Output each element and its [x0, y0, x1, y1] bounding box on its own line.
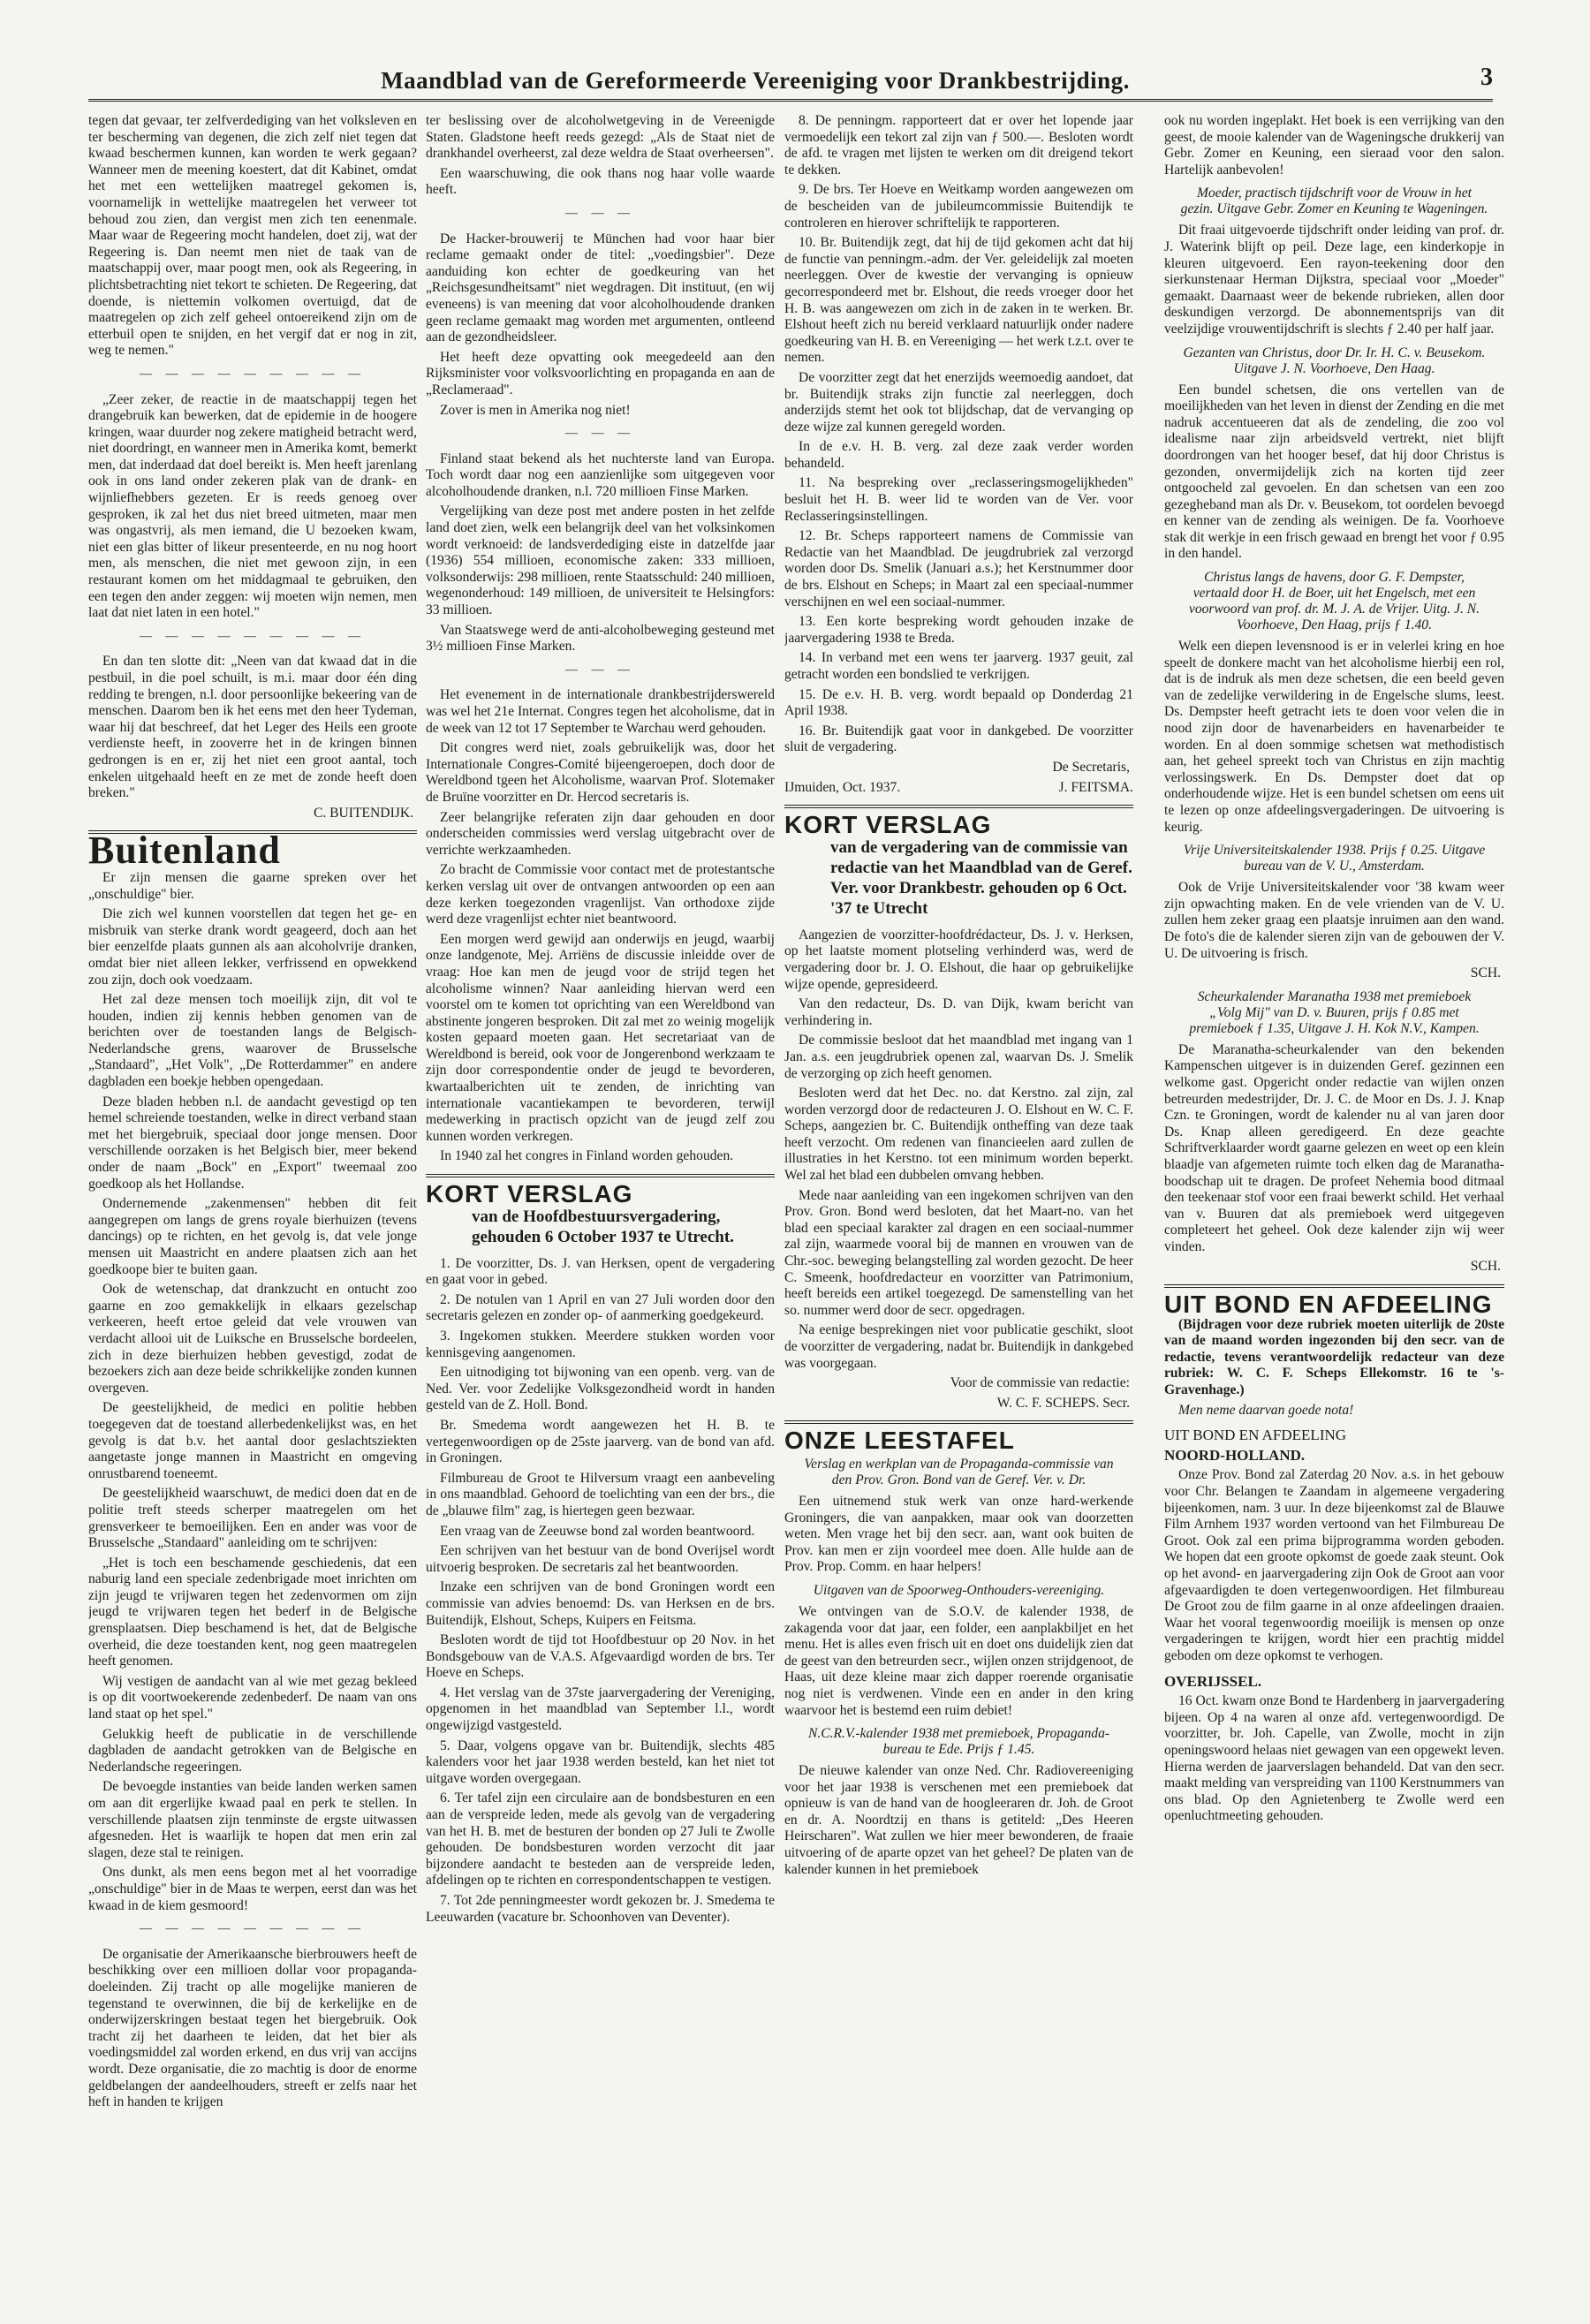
paragraph: Br. Smedema wordt aangewezen het H. B. te vertegenwoordigen op de 25ste jaarverg. van de bond van afd. in Groningen.: [426, 1417, 775, 1466]
list-item: 4. Het verslag van de 37ste jaarvergadering der Vereniging, opgenomen in het maandblad van September l.l., wordt ongewijzigd vastgesteld.: [426, 1684, 775, 1734]
paragraph: Wij vestigen de aandacht van al wie met gezag bekleed is op dit voortwoekerende zedenbederf. De naam van ons land staat op het spel.": [88, 1673, 417, 1722]
paragraph: Filmbureau de Groot te Hilversum vraagt een aanbeveling in ons maandblad. Gehoord de toelichting van een der brs., die de „blauwe film" zag, is hiertegen geen bezwaar.: [426, 1470, 775, 1518]
paragraph: Mede naar aanleiding van een ingekomen schrijven van den Prov. Gron. Bond werd besloten, dat het Maart-no. van het blad een speciaal karakter zal dragen en een sociaal-nummer zal zijn, waarmede vooral bij de mannen en vrouwen van de Chr.-soc. beweging belangstelling zal worden gezocht. De heer C. Smeenk, hoofdredacteur en voorzitter van Patrimonium, heeft bereids een artikel toegezegd. De samenstelling van het so. nummer werd door de secr. opgedragen.: [784, 1187, 1133, 1318]
review-title: Uitgaven van de Spoorweg-Onthouders-vereeniging.: [813, 1582, 1105, 1598]
subsection-title: UIT BOND EN AFDEELING: [1164, 1427, 1347, 1444]
signature-row: [784, 780, 1133, 797]
column-1: [88, 113, 417, 2271]
paragraph: Een vraag van de Zeeuwse bond zal worden beantwoord.: [440, 1523, 755, 1539]
divider: [1164, 1284, 1504, 1288]
secretary-label: De Secretaris,: [1052, 759, 1130, 775]
paragraph: Ons dunkt, als men eens begon met al het voorradige „onschuldige" bier in de Maas te werpen, eerst dan was het kwaad in de kiem gesmoord!: [88, 1865, 417, 1913]
paragraph: Zover is men in Amerika nog niet!: [440, 402, 631, 418]
list-item: 16. Br. Buitendijk gaat voor in dankgebed. De voorzitter sluit de vergadering.: [784, 723, 1133, 755]
signature: SCH.: [1470, 965, 1501, 981]
paragraph: Besloten wordt de tijd tot Hoofdbestuur op 20 Nov. in het Bondsgebouw van de V.A.S. Afgevaardigd worden de brs. Ter Hoeve en Scheps.: [426, 1632, 775, 1681]
paragraph: We ontvingen van de S.O.V. de kalender 1938, de zakagenda voor dat jaar, een folder, een aanplakbiljet en het menu. Het is alles even frisch uit en doet ons duidelijk zien dat de geest van den betreurden secr., wijlen onzen strijdgenoot, de Haas, uit deze kleine maar zich dapper roerende organisatie nog niet is verdwenen. Vinde een en ander in den kring waarvoor het is bestemd een ruim debiet!: [784, 1603, 1133, 1718]
paragraph: De Maranatha-scheurkalender van den bekenden Kampenschen uitgever is in duizenden Geref. gezinnen een welkome gast. Opgericht onder redactie van wijlen onzen betreurden medestrijder, Dr. J. C. de Moor en Ds. J. J. Knap Czn. te Groningen, wordt de kalender nu al van jaren door Ds. Knap alleen geredigeerd. En deze geachte Schriftverklaarder wordt gaarne gelezen en weet op een klein blaadje van afgemeten ruimte toch elken dag de Maranatha-boodschap uit te dragen. De profeet Nehemia bood ditmaal den teekenaar stof voor een fraai bewerkt schild. Het verhaal van v. Buuren dat als premieboek werd uitgegeven completeert het geheel. Ook deze kalender zijn wij weer vinden.: [1164, 1041, 1504, 1254]
list-item: 12. Br. Scheps rapporteert namens de Commissie van Redactie van het Maandblad. De jeugdrubriek zal verzorgd worden door Ds. Smelik (Januari a.s.); het Kerstnummer door de brs. Elshout en Scheps; in Maart zal een speciaal-nummer verschijnen en wel een sociaal-nummer.: [784, 528, 1133, 609]
divider: [784, 805, 1133, 808]
masthead: Maandblad van de Gereformeerde Vereeniging voor Drankbestrijding.: [381, 67, 1130, 94]
paragraph: Finland staat bekend als het nuchterste land van Europa. Toch wordt daar nog een aanzienlijke som uitgegeven voor alcoholhoudende dranken, n.l. 720 millioen Finse Marken.: [426, 450, 775, 499]
signature: SCH.: [1470, 1259, 1501, 1275]
paragraph: Gelukkig heeft de publicatie in de verschillende dagbladen de aandacht getrokken van de Belgische en Nederlandsche regeeringen.: [88, 1726, 417, 1775]
list-item: 13. Een korte bespreking wordt gehouden inzake de jaarvergadering 1938 te Breda.: [784, 614, 1133, 646]
paragraph: Zeer belangrijke referaten zijn daar gehouden en door onderscheiden commissies werd verslag uitgebracht over de verrichte werkzaamheden.: [426, 809, 775, 858]
divider: [426, 1174, 775, 1177]
section-title-kort-verslag-2: KORT VERSLAG: [784, 811, 992, 839]
paragraph: 16 Oct. kwam onze Bond te Hardenberg in jaarvergadering bijeen. Op 4 na waren al onze afd. vertegenwoordigd. De voorzitter, br. Joh. Capelle, van Zwolle, mocht in zijn openingswoord helaas niet gewagen van een opgewekt leven. Hierna werden de jaarverslagen behandeld. Dat van den secr. maakt melding van verspreiding van 1100 Kerstnummers van ons blad. Op den Agnietenberg te Zwolle werd een openluchtmeeting gehouden.: [1164, 1693, 1504, 1824]
list-item: 7. Tot 2de penningmeester wordt gekozen br. J. Smedema te Leeuwarden (vacature br. Schoonhoven van Deventer).: [426, 1893, 775, 1925]
page-header: [88, 64, 1493, 99]
list-item: 8. De penningm. rapporteert dat er over het lopende jaar vermoedelijk een tekort zal zijn van ƒ 500.—. Besloten wordt de afd. te vragen met lijsten te werken om dit dreigend tekort te dekken.: [784, 113, 1133, 178]
paragraph: ook nu worden ingeplakt. Het boek is een verrijking van den geest, de mooie kalender van de Wageningsche drukkerij van Gebr. Zomer en Keuning, een sieraad voor den salon. Hartelijk aanbevolen!: [1164, 113, 1504, 178]
paragraph: Vergelijking van deze post met andere posten in het zelfde land doet zien, welk een belangrijk deel van het volksinkomen wordt verknoeid: de landsverdediging eiste in datzelfde jaar (1936) 554 millioen, economische zaken: 333 millioen, volksonderwijs: 298 millioen, rente Staatsschuld: 240 millioen, wegenonderhoud: 149 millioen, de universiteit te Helsingfors: 33 millioen.: [426, 503, 775, 618]
paragraph: Dit fraai uitgevoerde tijdschrift onder leiding van prof. dr. J. Waterink blijft op peil. Deze lage, een kinderkopje in kleuren uitgevoerd. Een rayon-teekening door den sierkunstenaar Herman Dijkstra, speciaal voor „Moeder" gemaakt. Daarnaast weer de bekende rubrieken, allen door deskundigen verzorgd. De abonnementsprijs van dit veelzijdige vrouwentijdschrift is slechts ƒ 2.40 per half jaar.: [1164, 223, 1504, 337]
paragraph: Een waarschuwing, die ook thans nog haar volle waarde heeft.: [426, 165, 775, 198]
review-title: N.C.R.V.-kalender 1938 met premieboek, Propaganda-bureau te Ede. Prijs ƒ 1.45.: [807, 1726, 1110, 1758]
signature: C. BUITENDIJK.: [313, 805, 413, 821]
paragraph: Dit congres werd niet, zoals gebruikelijk was, door het Internationale Congres-Comité bijeengeroepen, doch door de Wereldbond tgeen het Alcoholisme, waarvan Prof. Slotemaker de Bruïne voorzitter en Dr. Hercod secretaris is.: [426, 740, 775, 805]
section-separator: — — — — — — — — —: [140, 1922, 366, 1936]
section-separator: — — — — — — — — —: [140, 629, 366, 643]
column-2: [426, 113, 775, 2271]
paragraph: Het evenement in de internationale drankbestrijderswereld was wel het 21e Internat. Congres tegen het alcoholisme, dat in de week van 12 tot 17 September te Warchau werd gehouden.: [426, 687, 775, 736]
review-title: Moeder, practisch tijdschrift voor de Vrouw in het gezin. Uitgave Gebr. Zomer en Keuning te Wageningen.: [1180, 185, 1488, 217]
section-subtitle: van de Hoofdbestuursvergadering, gehouden 6 October 1937 te Utrecht.: [472, 1207, 734, 1246]
paragraph: De geestelijkheid, de medici en politie hebben toegegeven dat de toestand allerbedenkelijkst was, en het gevolg is dat b.v. het aantal door geslachtsziekten aangetaste jonge mannen in Maastricht en omgeving onrustbarend toeneemt.: [88, 1400, 417, 1481]
page-number: 3: [1480, 64, 1493, 91]
list-item: 5. Daar, volgens opgave van br. Buitendijk, slechts 485 kalenders voor het jaar 1938 werden besteld, kan het niet tot uitgave worden overgegaan.: [426, 1737, 775, 1786]
place-date: IJmuiden, Oct. 1937.: [784, 779, 901, 795]
paragraph: Er zijn mensen die gaarne spreken over het „onschuldige" bier.: [88, 869, 417, 902]
divider: [784, 1420, 1133, 1424]
column-4: [1164, 113, 1504, 2271]
paragraph: Ook de Vrije Universiteitskalender voor '38 kwam weer zijn opwachting maken. En de vele vrienden van de V. U. zullen hem zeker graag een plaatsje inruimen aan den wand. De foto's die de kalender sieren zijn van de gebouwen der V. U. De uitvoering is frisch.: [1164, 880, 1504, 961]
review-title: Scheurkalender Maranatha 1938 met premieboek „Volg Mij" van D. v. Buuren, prijs ƒ 0.85 met premieboek ƒ 1.35, Uitgave J. H. Kok N.V., Kampen.: [1189, 988, 1480, 1036]
section-separator: — — —: [565, 662, 635, 677]
section-separator: — — — — — — — — —: [140, 367, 366, 381]
section-title-kort-verslag: KORT VERSLAG: [426, 1180, 633, 1208]
paragraph: De geestelijkheid waarschuwt, de medici doen dat en de politie treft steeds scherper maatregelen om het grensverkeer te bemoeilijken. Een en ander was voor de Brusselsche „Standaard" aanleiding om te schrijven:: [88, 1486, 417, 1551]
list-item: 15. De e.v. H. B. verg. wordt bepaald op Donderdag 21 April 1938.: [784, 686, 1133, 719]
paragraph: Een morgen werd gewijd aan onderwijs en jeugd, waarbij onze landgenote, Mej. Arriëns de discussie inleidde over de vraag: Hoe kan men de jeugd voor de strijd tegen het alcoholisme winnen? Naar aanleiding hiervan werd een voorstel om te komen tot oprichting van een Wereldbond van abstinente jongeren besproken. Dit zal met zo weinig mogelijk kosten gepaard moeten gaan. Het secretariaat van de Wereldbond is bereid, ook voor de Jongerenbond werkzaam te zijn door correspondentie onder de jeugd te bevorderen, kwartaalberichten uit te zenden, de inrichting van internationale vacantiekampen te bevorderen, terwijl medewerking in practisch opzicht van de jeugd zelf zou kunnen worden verkregen.: [426, 931, 775, 1144]
section-subtitle: van de vergadering van de commissie van redactie van het Maandblad van de Geref. Ver. voor Drankbestr. gehouden op 6 Oct. '37 te Utrecht: [830, 837, 1132, 918]
paragraph: Besloten werd dat het Dec. no. dat Kerstno. zal zijn, zal worden verzorgd door de redacteuren J. O. Elshout en W. C. F. Scheps, aangezien br. C. Buitendijk ontheffing van deze taak heeft verzocht. Om redenen van financieelen aard zullen de illustraties in het Kerstno. tot een minimum worden beperkt. Wel zal het blad een dubbelen omvang hebben.: [784, 1086, 1133, 1184]
signature-label: Voor de commissie van redactie:: [950, 1375, 1130, 1391]
paragraph: Ook de wetenschap, dat drankzucht en ontucht zoo gaarne en zoo gemakkelijk in elkaars gezelschap verkeeren, heeft ertoe geleid dat vele vrouwen van verdacht allooi uit de Luiksche en Brusselsche bordeelen, zich in deze bierhuizen hebben gevestigd, zodat de bezoekers zich aan deze beide schrikkelijke zonden kunnen overgeven.: [88, 1282, 417, 1396]
subsection-title: OVERIJSSEL.: [1164, 1672, 1262, 1690]
list-item: 14. In verband met een wens ter jaarverg. 1937 geuit, zal getracht worden een bondslied te verkrijgen.: [784, 650, 1133, 682]
paragraph: De Hacker-brouwerij te München had voor haar bier reclame gemaakt onder de titel: „voedingsbier". Deze aanduiding kon echter de goedkeuring van het „Reichsgesundheitsamt" niet wegdragen. Dit instituut, (en wij eveneens) is van meening dat voor alcoholhoudende dranken geen reclame gemaakt mag worden met argumenten, ontleend aan de gezondheidsleer.: [426, 231, 775, 345]
section-title-onze-leestafel: ONZE LEESTAFEL: [784, 1427, 1015, 1455]
review-title: Verslag en werkplan van de Propaganda-commissie van den Prov. Gron. Bond van de Geref. Ver. v. Dr.: [804, 1456, 1114, 1488]
paragraph: Een uitnodiging tot bijwoning van een openb. verg. van de Ned. Ver. voor Zedelijke Volksgezondheid wordt in handen gesteld van de Z. Holl. Bond.: [426, 1365, 775, 1413]
section-title-buitenland: Buitenland: [88, 829, 281, 873]
review-title: Vrije Universiteitskalender 1938. Prijs ƒ 0.25. Uitgave bureau van de V. U., Amsterdam.: [1183, 843, 1486, 874]
paragraph: Welk een diepen levensnood is er in velerlei kring en hoe speelt de donkere macht van het alcoholisme hierbij een rol, dat is de indruk als men deze schetsen, die een beeld geven van de zedelijke verwildering in de Engelsche slums, leest. Ds. Dempster heeft getracht iets te doen voor velen die in nood zijn door de havenarbeiders en havenarbeider te worden. En al doen sommige schetsen wat methodistisch aan, het geheel spreekt toch van Christus en zijn machtig verlossingswerk. En Ds. Dempster doet dat op onderhoudende wijze. Het is een bundel schetsen om eens uit te lezen op onze afdeelingsvergaderingen. De uitvoering is keurig.: [1164, 639, 1504, 835]
paragraph: De nieuwe kalender van onze Ned. Chr. Radiovereeniging voor het jaar 1938 is verschenen met een premieboek dat opnieuw is van de hand van de hoogleeraren dr. Joh. de Groot en dr. A. Noordtzij en thans is getiteld: „Des Heeren Heirscharen". Wat zullen we hier meer bewonderen, de fraaie uitvoering of de aparte opzet van het geheel? De platen van de kalender kunnen in het premieboek: [784, 1763, 1133, 1877]
paragraph: De voorzitter zegt dat het enerzijds weemoedig aandoet, dat br. Buitendijk straks zijn functie zal neerleggen, doch anderzijds stemt het ook tot blijdschap, dat de vervanging op deze wijze zal kunnen geregeld worden.: [784, 369, 1133, 435]
list-item: 11. Na bespreking over „reclasseringsmogelijkheden" besluit het H. B. weer lid te worden van de Ver. voor Reclasseringsinstellingen.: [784, 475, 1133, 524]
paragraph: Een uitnemend stuk werk van onze hard-werkende Groningers, die van aanpakken, maar ook van doorzetten weten. Men vrage het bij den secr. aan, want ook buiten de Prov. kan men er zijn voordeel mee doen. Alle hulde aan de Prov. Prop. Comm. en haar helpers!: [784, 1493, 1133, 1575]
paragraph: Een bundel schetsen, die ons vertellen van de moeilijkheden van het leven in dienst der Zending en die met nadruk accentueeren dat als de zendeling, die zoo vol idealisme naar zijn arbeidsveld vertrekt, niet blijft doordrongen van het hooger besef, dat hij door Christus is gezonden, onvermijdelijk zich na korten tijd zeer ontgoocheld zal gevoelen. En dan schetsen van een zoo gezegheband man als Dr. v. Beusekom, tot oordelen bevoegd en kenner van de zending als weinigen. De fa. Voorhoeve stak dit werkje in een frisch gewaad en brengt het voor ƒ 0.95 in den handel.: [1164, 382, 1504, 562]
list-item: 2. De notulen van 1 April en van 27 Juli worden door den secretaris gelezen en zonder op- of aanmerking goedgekeurd.: [426, 1291, 775, 1324]
paragraph: Het zal deze mensen toch moeilijk zijn, dit vol te houden, indien zij kennis hebben genomen van de berichten over de toestanden langs de Belgisch-Nederlandsche grens, waarover de Brusselsche „Standaard", „Het Volk", „De Rotterdammer" en andere dagbladen een boekje hebben opengedaan.: [88, 992, 417, 1090]
paragraph: In de e.v. H. B. verg. zal deze zaak verder worden behandeld.: [784, 439, 1133, 471]
paragraph: Inzake een schrijven van de bond Groningen wordt een commissie van advies benoemd: Ds. van Herksen en de brs. Buitendijk, Elshout, Scheps, Kuipers en Feitsma.: [426, 1579, 775, 1628]
list-item: 6. Ter tafel zijn een circulaire aan de bondsbesturen en een aan de verspreide leden, mede als gevolg van de vergadering van het H. B. met de besturen der bonden op 27 Juli te Zwolle gehouden. De bondsbesturen worden verzocht dit jaar bijzondere aandacht te besteden aan de verspreide leden, afdelingen op te richten en correspondentschappen te vestigen.: [426, 1790, 775, 1889]
paragraph: (Bijdragen voor deze rubriek moeten uiterlijk de 20ste van de maand worden ingezonden bij den secr. van de redactie, tevens verantwoordelijk redacteur van deze rubriek: W. C. F. Scheps Ellekomstr. 16 te 's-Gravenhage.): [1164, 1316, 1504, 1398]
paragraph: Van den redacteur, Ds. D. van Dijk, kwam bericht van verhindering in.: [784, 996, 1133, 1028]
paragraph: De bevoegde instanties van beide landen werken samen om aan dit ergerlijke kwaad paal en perk te stellen. In verschillende plaatsen zijn tenminste de ergste uitwassen afgesneden. Het is waarlijk te hopen dat men erin zal slagen, deze stal te reinigen.: [88, 1779, 417, 1860]
list-item: 9. De brs. Ter Hoeve en Weitkamp worden aangewezen om de bescheiden van de jubileumcommissie Buitendijk te controleren en hierover schriftelijk te rapporteren.: [784, 182, 1133, 231]
paragraph: De organisatie der Amerikaansche bierbrouwers heeft de beschikking over een millioen dollar voor propaganda-doeleinden. Zij tracht op alle mogelijke manieren de tegenstand te overwinnen, die bij de kerkelijke en de onderwijzerskringen bestaat tegen het biergebruik. Ook tracht zij het daarheen te leiden, dat het bier als voedingsmiddel zal worden erkend, en dus vrij van accijns wordt. Deze organisatie, die zo machtig is door de enorme geldbelangen der aandeelhouders, streeft er zelfs naar het heft in handen te krijgen: [88, 1946, 417, 2110]
paragraph: Ondernemende „zakenmensen" hebben dit feit aangegrepen om langs de grens royale bierhuizen (tevens dancings) op te richten, en het gevolg is, dat vele jonge mensen uit Maastricht en andere plaatsen zich aan het goedkoope bier te buiten gaan.: [88, 1196, 417, 1277]
paragraph: „Het is toch een beschamende geschiedenis, dat een naburig land een speciale zedenbrigade moet inrichten om zijn jeugd te vrijwaren tegen het zedenvormen om zijn jeugd te vrijwaren tegen het bederf in de Belgische grensplaatsen. Diep beschamend is het, dat de Belgische overheid, die deze toestanden kent, nog geen maatregelen heeft genomen.: [88, 1555, 417, 1669]
section-separator: — — —: [565, 427, 635, 441]
paragraph: Het heeft deze opvatting ook meegedeeld aan den Rijksminister voor volksvoorlichting en propaganda en aan de „Reclameraad".: [426, 349, 775, 397]
review-title: Gezanten van Christus, door Dr. Ir. H. C. v. Beusekom. Uitgave J. N. Voorhoeve, Den Haag.: [1183, 344, 1486, 376]
header-rule: [88, 99, 1493, 102]
paragraph: In 1940 zal het congres in Finland worden gehouden.: [440, 1148, 734, 1164]
list-item: 3. Ingekomen stukken. Meerdere stukken worden voor kennisgeving aangenomen.: [426, 1329, 775, 1360]
paragraph: Die zich wel kunnen voorstellen dat tegen het ge- en misbruik van sterke drank wordt geageerd, doch aan het bier eenzelfde plaats gunnen als aan alcoholvrije dranken, omdat bier niet alleen lekker, verfrissend en opwekkend zou zijn, doch ook voedzaam.: [88, 906, 417, 988]
secretary-name: J. FEITSMA.: [1058, 779, 1133, 795]
column-3: [784, 113, 1133, 2271]
paragraph: De commissie besloot dat het maandblad met ingang van 1 Jan. a.s. een jeugdrubriek openen zal, waarvan Ds. J. Smelik de verzorging op zich heeft genomen.: [784, 1033, 1133, 1081]
list-item: 10. Br. Buitendijk zegt, dat hij de tijd gekomen acht dat hij de functie van penningm.-adm. der Ver. geleidelijk zal moeten neerleggen. Over de kwestie der vervanging is opnieuw gecorrespondeerd met br. Elshout, die reeds vroeger door het H. B. was aangewezen om zich in de zaken in te werken. Br. Elshout heeft zich nu bereid verklaard natuurlijk onder nadere goedkeuring van H. B. en Vereeniging — het werk t.z.t. over te nemen.: [784, 235, 1133, 366]
section-title-uit-bond: UIT BOND EN AFDEELING: [1164, 1291, 1493, 1319]
paragraph: Men neme daarvan goede nota!: [1178, 1402, 1354, 1418]
subsection-title: NOORD-HOLLAND.: [1164, 1446, 1306, 1464]
paragraph: Een schrijven van het bestuur van de bond Overijsel wordt uitvoerig besproken. De secretaris zal het beantwoorden.: [426, 1543, 775, 1575]
paragraph: „Zeer zeker, de reactie in de maatschappij tegen het drangebruik kan bewerken, dat de epidemie in de hoogere kringen, waar duurder nog zekere matigheid betracht werd, niet doordringt, en wanneer men in Amerika komt, bemerkt men, dat inderdaad dat doel bereikt is. Men heeft jarenlang ook in ons land onder zekeren plak van de drank- en wijnliefhebbers gezeten. Er is reeds genoeg over gesproken, ik zal het dus niet breed uitmeten, maar men was ongastvrij, als men iemand, die U bezoeken kwam, niet een glas bitter of likeur presenteerde, en nu nog hoort men, als menschen, die niet met gewoon zijn, in een restaurant komen om het middagmaal te gebruiken, den een tegen den ander zeggen: wij moeten wijn nemen, men laat dat niet laten in een hotel.": [88, 391, 417, 621]
paragraph: Aangezien de voorzitter-hoofdrédacteur, Ds. J. v. Herksen, op het laatste moment plotseling verhinderd was, werd de vergadering door br. J. O. Elshout, die haar op gebruikelijke wijze opende, gepresideerd.: [784, 927, 1133, 992]
paragraph: tegen dat gevaar, ter zelfverdediging van het volksleven en ter bescherming van degenen, die zich zelf niet tegen dat kwaad beschermen kunnen, kan worden te werk gegaan? Wanneer men de meening koestert, dat dit Kabinet, omdat het met een wettelijken maatregel gekomen is, voornamelijk in wettelijke maatregelen het verweer tot behoud zou zien, dan vergist men zich ten eenenmale. Maar waar de Regeering mocht handelen, doet zij, wat der Regeering is. Dan neemt men niet de taak van de maatschappij over, maar poogt men, ook als Regeering, in plichtsbetrachting niet tekort te schieten. De Regeering, dat doende, is niettemin volkomen overtuigd, dat de maatregelen op zich zelf geheel ontoereikend zijn om de etterbuil open te snijden, en het vergif dat er nog in zit, weg te nemen.": [88, 113, 417, 359]
paragraph: Na eenige besprekingen niet voor publicatie geschikt, sloot de voorzitter de vergadering, nadat br. Buitendijk in dankgebed was voorgegaan.: [784, 1322, 1133, 1371]
section-separator: — — —: [565, 206, 635, 220]
paragraph: ter beslissing over de alcoholwetgeving in de Vereenigde Staten. Gladstone heeft reeds gezegd: „Als de Staat niet de drankhandel overheerst, zal deze weldra de Staat overheersen".: [426, 113, 775, 162]
paragraph: En dan ten slotte dit: „Neen van dat kwaad dat in die pestbuil, in die poel schuilt, is m.i. maar door één ding redding te brengen, n.l. door persoonlijke bekeering van de menschen. Daarom ben ik het eens met den heer Tydeman, waar hij dat beschreef, dat het Leger des Heils een groote verdienste heeft, in zooverre het in de kringen binnen gedrongen is en er, zij het niet een groot aantal, toch enkelen uitgehaald heeft en ze met de zonde heeft doen breken.": [88, 654, 417, 801]
list-item: 1. De voorzitter, Ds. J. van Herksen, opent de vergadering en gaat voor in gebed.: [426, 1255, 775, 1288]
paragraph: Onze Prov. Bond zal Zaterdag 20 Nov. a.s. in het gebouw voor Chr. Belangen te Zaandam in algemeene vergadering bijeenkomen, nam. 3 uur. In deze bijeenkomst zal de Blauwe Film Arnhem 1937 worden vertoond van het Filmbureau De Groot. Ook zal een prima bijprogramma worden geboden. We hopen dat een groote opkomst de goede zaak steunt. Ook op het avond- en jaarvergadering zijn Ook de Groot aan voor afgevaardigden te doen vertegenwoordigen. Het filmbureau De Groot zou de film gaarne in al onze afdeelingen draaien. Waar het vooral tegenwoordig moeilijk is mensen op onze vergaderingen te krijgen, wordt hier een prachtig middel geboden om deze opkomst te verhogen.: [1164, 1467, 1504, 1663]
review-title: Christus langs de havens, door G. F. Dempster, vertaald door H. de Boer, uit het Engelsch, met een voorwoord van prof. dr. M. J. A. de Vrijer. Uitg. J. N. Voorhoeve, Den Haag, prijs ƒ 1.40.: [1188, 570, 1480, 633]
signature: W. C. F. SCHEPS. Secr.: [996, 1395, 1130, 1411]
paragraph: Zo bracht de Commissie voor contact met de protestantsche kerken verslag uit over de ontvangen antwoorden op een aan deze kerken toegezonden vragenlijst. Van orthodoxe zijde werd deze vragenlijst echter niet beantwoord.: [426, 862, 775, 927]
paragraph: Deze bladen hebben n.l. de aandacht gevestigd op ten hemel schreiende toestanden, welke in direct verband staan met het biergebruik, speciaal door jonge mensen. Door verschillende oorzaken is het Belgisch bier, meer bekend onder de naam „Bock" en „Export" tweemaal zoo goedkoop als het Hollandse.: [88, 1094, 417, 1192]
paragraph: Van Staatswege werd de anti-alcoholbeweging gesteund met 3½ millioen Finse Marken.: [426, 622, 775, 655]
